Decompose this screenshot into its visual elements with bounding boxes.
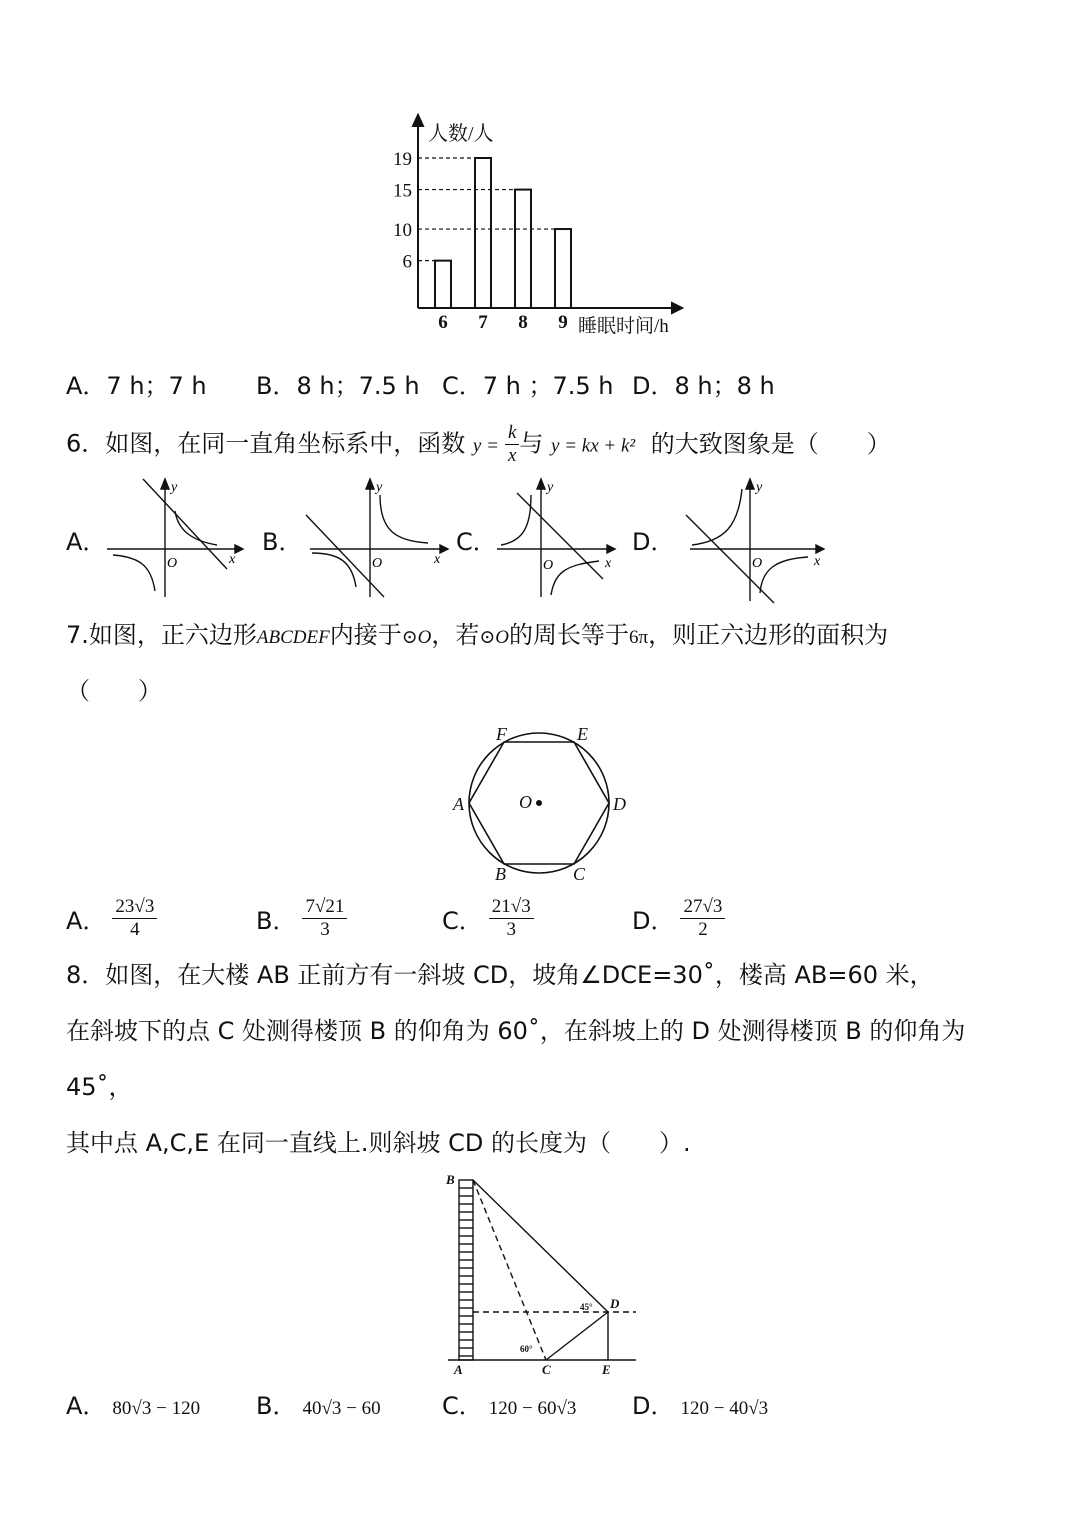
q6-graph-a[interactable] <box>105 475 245 600</box>
q6-option-c-label[interactable]: C． <box>456 528 497 556</box>
q8-option-c-value: 120 − 60√3 <box>488 1398 577 1419</box>
origin-label: O <box>543 558 554 573</box>
label-e: E <box>602 1362 611 1377</box>
q7-hexagon-name: ABCDEF <box>256 627 330 648</box>
q8-option-c[interactable] <box>442 1386 576 1421</box>
angle-45-label: 45° <box>580 1302 593 1312</box>
y-tick-6: 6 <box>402 251 412 273</box>
y-label: y <box>756 480 763 495</box>
q8-option-a-label: A． <box>66 1392 107 1420</box>
q8-option-b-value: 40√3 − 60 <box>302 1398 381 1419</box>
q7-option-b[interactable] <box>256 896 347 941</box>
label-c: C <box>573 864 586 884</box>
label-o: O <box>519 792 532 812</box>
q7-option-a[interactable] <box>66 896 157 941</box>
denominator: 2 <box>698 919 708 940</box>
denominator: 3 <box>506 919 516 940</box>
origin-label: O <box>372 556 383 571</box>
q8-option-a-value: 80√3 − 120 <box>112 1398 201 1419</box>
y-tick-19: 19 <box>393 149 412 170</box>
x-label: x <box>605 556 612 571</box>
sleep-bar-chart <box>380 110 700 350</box>
bar-9 <box>555 229 571 308</box>
q6-func1-num: k <box>505 422 519 445</box>
x-label: x <box>814 554 821 569</box>
label-e: E <box>577 724 588 744</box>
q6-func1-den: x <box>507 445 517 466</box>
q6-mid: 与 <box>519 429 544 458</box>
q7-option-d[interactable] <box>632 896 725 941</box>
q8-option-d-label: D． <box>632 1392 675 1420</box>
denominator: 3 <box>320 919 330 940</box>
bar-8 <box>515 190 531 308</box>
x-axis-label: 睡眠时间/h <box>578 316 669 337</box>
q7-question <box>66 620 888 653</box>
q7-text-a: 7.如图，正六边形 <box>66 621 257 649</box>
x-axis-arrow <box>672 303 682 313</box>
numerator: 21√3 <box>489 896 534 919</box>
y-label: y <box>376 480 383 495</box>
x-label: x <box>229 552 236 567</box>
q6-graph-c[interactable] <box>495 475 620 600</box>
q8-option-c-label: C． <box>442 1392 483 1420</box>
q8-line4: 其中点 A,C,E 在同一直线上.则斜坡 CD 的长度为（ ）. <box>66 1129 691 1157</box>
x-label: x <box>434 552 441 567</box>
q7-option-c[interactable] <box>442 896 534 941</box>
q5-option-a[interactable]: A．7 h；7 h <box>66 372 207 400</box>
q8-option-a[interactable] <box>66 1386 200 1421</box>
q6-option-d-label[interactable]: D． <box>632 528 675 556</box>
y-axis-label: 人数/人 <box>428 123 494 145</box>
q7-hexagon-figure <box>445 722 635 887</box>
q6-func2: y = kx + k² <box>551 435 636 457</box>
numerator: 7√21 <box>302 896 347 919</box>
numerator: 27√3 <box>680 896 725 919</box>
q6-func1-frac <box>505 422 519 467</box>
q7-option-b-fraction <box>302 896 347 941</box>
q7-text-c: ，若 <box>431 621 480 649</box>
q7-option-b-label: B． <box>256 907 297 935</box>
q8-option-b[interactable] <box>256 1386 381 1421</box>
angle-60-label: 60° <box>520 1344 533 1354</box>
q7-text-b: 内接于 <box>329 621 402 649</box>
q8-line2: 在斜坡下的点 C 处测得楼顶 B 的仰角为 60˚，在斜坡上的 D 处测得楼顶 B 的仰角为 <box>66 1017 966 1045</box>
label-d: D <box>610 1296 620 1311</box>
y-label: y <box>547 480 554 495</box>
origin-label: O <box>167 556 178 571</box>
y-axis-arrow <box>413 115 423 126</box>
q6-option-a-label[interactable]: A． <box>66 528 107 556</box>
denominator: 4 <box>130 919 140 940</box>
label-d: D <box>613 794 626 814</box>
q8-option-b-label: B． <box>256 1392 297 1420</box>
q6-question <box>66 422 891 467</box>
q7-circle2: ⊙O <box>479 627 510 648</box>
y-label: y <box>171 480 178 495</box>
q7-option-c-label: C． <box>442 907 483 935</box>
q5-option-d[interactable]: D．8 h；8 h <box>632 372 775 400</box>
bar-7 <box>475 158 491 308</box>
q7-paren: （ ） <box>66 677 162 705</box>
label-c: C <box>542 1362 551 1377</box>
q6-graph-b[interactable] <box>300 475 450 600</box>
label-f: F <box>496 724 507 744</box>
q7-option-d-fraction <box>680 896 725 941</box>
q7-perimeter: 6π <box>629 627 649 648</box>
q6-text-after: 的大致图象是（ ） <box>650 429 891 458</box>
q5-option-b[interactable]: B．8 h；7.5 h <box>256 372 420 400</box>
origin-label: O <box>752 556 763 571</box>
q6-func1-lhs: y = <box>472 435 499 457</box>
q7-option-d-label: D． <box>632 907 675 935</box>
y-tick-10: 10 <box>393 220 412 242</box>
label-b: B <box>495 864 506 884</box>
q6-option-b-label[interactable]: B． <box>262 528 303 556</box>
numerator: 23√3 <box>112 896 157 919</box>
label-b: B <box>446 1172 455 1187</box>
y-tick-15: 15 <box>393 180 412 202</box>
x-tick-8: 8 <box>518 312 528 333</box>
q7-text-e: ，则正六边形的面积为 <box>648 621 889 649</box>
q7-circle1: ⊙O <box>401 627 432 648</box>
q7-option-c-fraction <box>489 896 534 941</box>
q7-text-d: 的周长等于 <box>509 621 630 649</box>
q7-option-a-label: A． <box>66 907 107 935</box>
x-tick-9: 9 <box>558 312 568 333</box>
label-a: A <box>453 794 464 814</box>
q8-slope-figure <box>440 1168 640 1378</box>
x-tick-6: 6 <box>438 312 448 333</box>
q7-option-a-fraction <box>112 896 157 941</box>
q8-option-d[interactable] <box>632 1386 768 1421</box>
q8-line3: 45˚， <box>66 1073 133 1101</box>
label-a: A <box>454 1362 463 1377</box>
x-tick-7: 7 <box>478 312 488 333</box>
bar-6 <box>435 261 451 308</box>
q8-line1: 8．如图，在大楼 AB 正前方有一斜坡 CD，坡角∠DCE=30˚，楼高 AB=60 米， <box>66 961 934 989</box>
q5-option-c[interactable]: C．7 h ；7.5 h <box>442 372 614 400</box>
q8-option-d-value: 120 − 40√3 <box>680 1398 769 1419</box>
q6-text-before: 6．如图，在同一直角坐标系中，函数 <box>66 429 466 458</box>
q6-graph-d[interactable] <box>680 475 825 605</box>
